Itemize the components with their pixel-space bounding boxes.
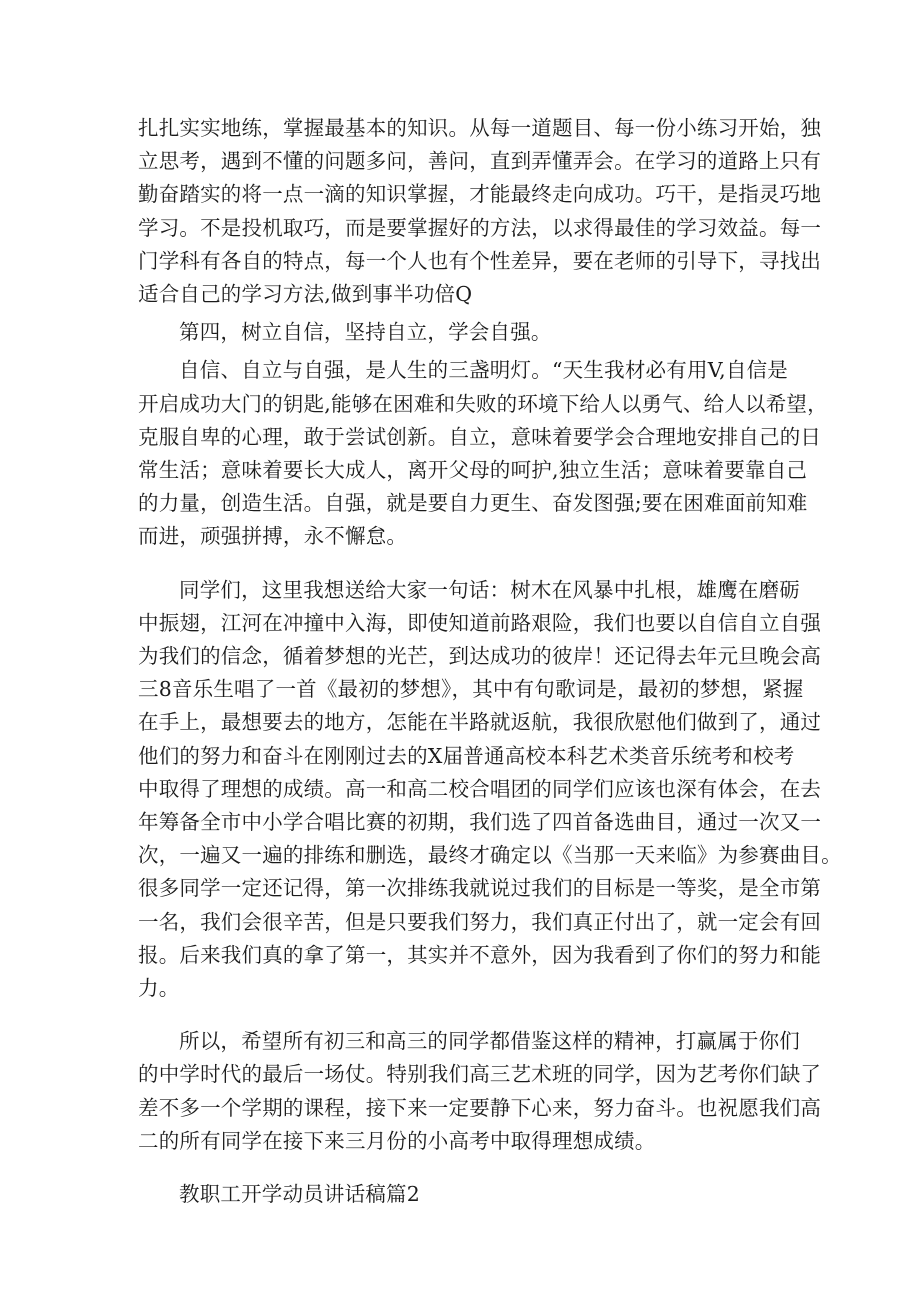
text-line: 常生活；意味着要长大成人，离开父母的呵护,独立生活；意味着要靠自己 bbox=[138, 458, 808, 483]
document-body bbox=[138, 112, 842, 1211]
text-line: 学习。不是投机取巧，而是要掌握好的方法，以求得最佳的学习效益。每一 bbox=[138, 215, 822, 240]
text-line: 立思考，遇到不懂的问题多问，善问，直到弄懂弄会。在学习的道路上只有 bbox=[138, 149, 822, 174]
text-line: 差不多一个学期的课程，接下来一定要静下心来，努力奋斗。也祝愿我们高 bbox=[138, 1095, 822, 1120]
paragraph-p5 bbox=[138, 1025, 822, 1158]
text-line: 而进，顽强拼搏，永不懈怠。 bbox=[138, 524, 408, 549]
text-line: 年筹备全市中小学合唱比赛的初期，我们选了四首备选曲目，通过一次又一 bbox=[138, 810, 822, 835]
text-line: 门学科有各自的特点，每一个人也有个性差异，要在老师的引导下，寻找出 bbox=[138, 248, 822, 273]
text-line: 克服自卑的心理，敢于尝试创新。自立，意味着要学会合理地安排自己的日 bbox=[138, 424, 822, 449]
text-line: 自信、自立与自强，是人生的三盏明灯。“天生我材必有用V,自信是 bbox=[179, 358, 788, 383]
text-line: 力。 bbox=[138, 976, 180, 1001]
text-line: 很多同学一定还记得，第一次排练我就说过我们的目标是一等奖，是全市第 bbox=[138, 876, 822, 901]
text-line: 的中学时代的最后一场仗。特别我们高三艺术班的同学，因为艺考你们缺了 bbox=[138, 1062, 822, 1087]
text-line: 在手上，最想要去的地方，怎能在半路就返航，我很欣慰他们做到了，通过 bbox=[138, 710, 822, 735]
text-line: 为我们的信念，循着梦想的光芒，到达成功的彼岸！还记得去年元旦晚会高 bbox=[138, 644, 822, 669]
paragraph-p3 bbox=[138, 354, 828, 553]
text-line: 同学们，这里我想送给大家一句话：树木在风暴中扎根，雄鹰在磨砺 bbox=[179, 577, 800, 602]
text-line: 勤奋踏实的将一点一滴的知识掌握，才能最终走向成功。巧干，是指灵巧地 bbox=[138, 182, 822, 207]
text-line: 中振翅，江河在冲撞中入海，即使知道前路艰险，我们也要以自信自立自强 bbox=[138, 610, 822, 635]
text-line: 适合自己的学习方法,做到事半功倍Q bbox=[138, 282, 473, 307]
text-line: 三8音乐生唱了一首《最初的梦想》，其中有句歌词是，最初的梦想，紧握 bbox=[138, 677, 804, 702]
text-line: 二的所有同学在接下来三月份的小高考中取得理想成绩。 bbox=[138, 1128, 656, 1153]
paragraph-p6 bbox=[138, 1178, 788, 1211]
text-line: 扎扎实实地练，掌握最基本的知识。从每一道题目、每一份小练习开始，独 bbox=[138, 116, 822, 140]
text-line: 开启成功大门的钥匙,能够在困难和失败的环境下给人以勇气、给人以希望， bbox=[138, 391, 828, 416]
paragraph-p1 bbox=[138, 112, 822, 311]
text-line: 次，一遍又一遍的排练和删选，最终才确定以《当那一天来临》为参赛曲目。 bbox=[138, 843, 842, 868]
text-line: 他们的努力和奋斗在刚刚过去的X届普通高校本科艺术类音乐统考和校考 bbox=[138, 743, 795, 768]
paragraph-p4 bbox=[138, 574, 842, 1006]
text-line: 中取得了理想的成绩。高一和高二校合唱团的同学们应该也深有体会，在去 bbox=[138, 776, 822, 801]
text-line: 教职工开学动员讲话稿篇2 bbox=[179, 1182, 420, 1207]
text-line: 报。后来我们真的拿了第一，其实并不意外，因为我看到了你们的努力和能 bbox=[138, 942, 822, 967]
text-line: 所以，希望所有初三和高三的同学都借鉴这样的精神，打赢属于你们 bbox=[179, 1029, 800, 1054]
text-line: 的力量，创造生活。自强，就是要自力更生、奋发图强;要在困难面前知难 bbox=[138, 491, 808, 516]
text-line: 第四，树立自信，坚持自立，学会自强。 bbox=[179, 320, 552, 345]
text-line: 一名，我们会很辛苦，但是只要我们努力，我们真正付出了，就一定会有回 bbox=[138, 909, 822, 934]
paragraph-p2 bbox=[138, 316, 788, 349]
